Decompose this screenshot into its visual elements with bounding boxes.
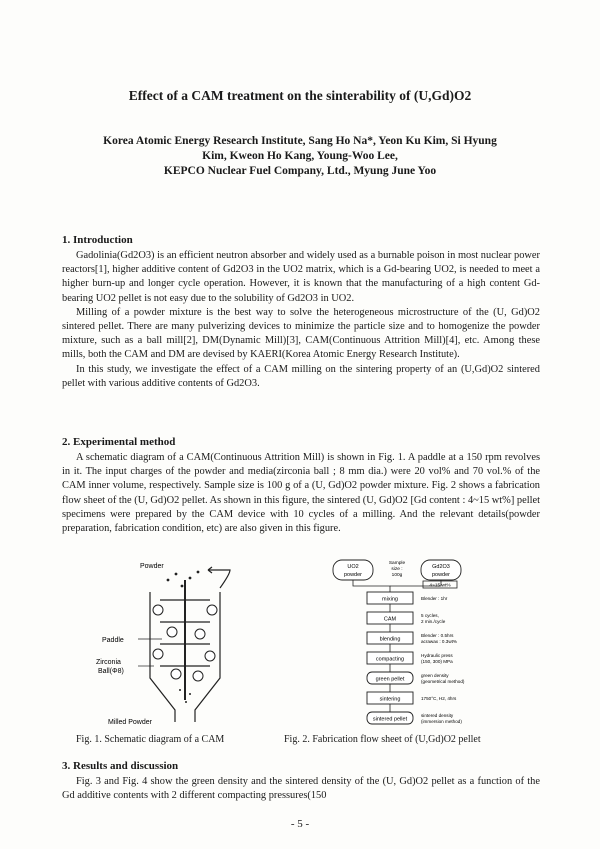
results-body (62, 775, 540, 803)
sample-label-2: size : (391, 567, 403, 572)
step-sintering: sintering (379, 696, 401, 703)
gd-range-label: 4~15 wt% (429, 583, 451, 589)
note-sintered-density-2: (immersion method) (421, 719, 462, 724)
gd2o3-label: Gd2O3 (432, 564, 450, 570)
intro-paragraph-2: Milling of a powder mixture is the best way to solve the heterogeneous microstructure of the (U, Gd)O2 sintered pellet. There are many pulverizing devices to minimize the particle size and to homogenize the powder mixture, such as a ball mill[2], DM(Dynamic Mill)[3], CAM(Continuous Attrition Mill)[4], etc. Among these mills, both the CAM and DM are devised by KAERI(Korea Atomic Energy Research Institute). (62, 306, 540, 361)
author-line-2: Kim, Kweon Ho Kang, Young-Woo Lee, (202, 150, 398, 162)
intro-paragraph-1: Gadolinia(Gd2O3) is an efficient neutron absorber and widely used as a burnable poison in most nuclear power reactors[1], higher additive content of Gd2O3 in the UO2 matrix, which is a Gd-bearing UO2, is needed to meet a higher burn-up and longer cycle operation. However, it is known that the manufacturing of a high content Gd-bearing UO2 pellet is not easy due to the solubility of Gd2O3 in UO2. (62, 250, 540, 304)
intro-paragraph-3: In this study, we investigate the effect of a CAM milling on the sintering property of an (U,Gd)O2 sintered pellet with various additive contents of Gd2O3. (62, 363, 540, 389)
step-blending: blending (379, 636, 401, 643)
note-sintered-density-1: sintered density (421, 713, 454, 718)
note-blend-2: acrawax : 0.3wt% (421, 639, 457, 644)
results-paragraph-1: Fig. 3 and Fig. 4 show the green density and the sintered density of the (U, Gd)O2 pellet as a function of the Gd additive contents with 2 different compacting pressures(150 (62, 776, 540, 802)
paper-title: Effect of a CAM treatment on the sinterability of (U,Gd)O2 (128, 88, 472, 103)
uo2-powder-label: powder (343, 572, 363, 578)
sample-label-3: 100g (391, 573, 403, 578)
section-heading-introduction: 1. Introduction (62, 234, 133, 246)
note-sintering: 1750°C, H2, 4hrs (421, 696, 457, 701)
cam-schematic-figure (80, 560, 240, 730)
method-body (62, 451, 540, 536)
note-blend-1: Blender : 0.5hrs (421, 633, 454, 638)
fig2-caption: Fig. 2. Fabrication flow sheet of (U,Gd)O2 pellet (284, 734, 481, 745)
step-mixing: mixing (382, 596, 398, 603)
label-powder: Powder (140, 563, 164, 570)
note-mixing: Blender : 1hr (421, 596, 448, 601)
step-sintered-pellet: sintered pellet (372, 716, 408, 723)
step-compacting: compacting (375, 656, 405, 663)
label-paddle: Paddle (102, 637, 124, 644)
section-heading-results: 3. Results and discussion (62, 760, 179, 772)
author-line-1: Korea Atomic Energy Research Institute, Sang Ho Na*, Yeon Ku Kim, Si Hyung (103, 135, 497, 147)
note-comp-1: Hydraulic press (421, 653, 453, 658)
section-heading-method: 2. Experimental method (62, 436, 176, 448)
note-cam-2: 2 min./cycle (421, 619, 446, 624)
step-green-pellet: green pellet (375, 676, 405, 683)
introduction-body (62, 249, 540, 391)
note-green-1: green density (421, 673, 449, 678)
label-zirconia-2: Ball(Φ8) (98, 668, 124, 675)
label-zirconia-1: Zirconia (96, 659, 121, 666)
sample-label-1: Sample (388, 561, 406, 566)
label-milled-powder: Milled Powder (108, 719, 152, 726)
note-cam-1: 5 cycles, (421, 613, 439, 618)
gd2o3-powder-label: powder (431, 572, 451, 578)
author-block (50, 134, 550, 179)
step-cam: CAM (383, 616, 397, 623)
page-number: - 5 - (290, 818, 310, 830)
fig1-caption: Fig. 1. Schematic diagram of a CAM (76, 734, 225, 745)
note-green-2: (geometrical method) (421, 679, 465, 684)
note-comp-2: (150, 300) MPa (421, 659, 453, 664)
author-line-3: KEPCO Nuclear Fuel Company, Ltd., Myung June Yoo (163, 165, 437, 177)
fabrication-flow-sheet-figure (325, 556, 535, 728)
uo2-label: UO2 (347, 564, 359, 570)
method-paragraph-1: A schematic diagram of a CAM(Continuous Attrition Mill) is shown in Fig. 1. A paddle at a 150 rpm revolves in it. The input charges of the powder and media(zirconia ball ; 8 mm dia.) were 20 vol% and 70 vol.% of the CAM inner volume, respectively. Sample size is 100 g of a (U, Gd)O2 powder mixture. Fig. 2 shows a fabrication flow sheet of the (U, Gd)O2 pellet. As shown in this figure, the sintered (U, Gd)O2 [Gd content : 4~15 wt%] pellet specimens were prepared by the CAM device with 10 cycles of a milling. And the relevant details(powder preparation, fabrication condition, etc) are also given in this figure. (62, 452, 540, 535)
